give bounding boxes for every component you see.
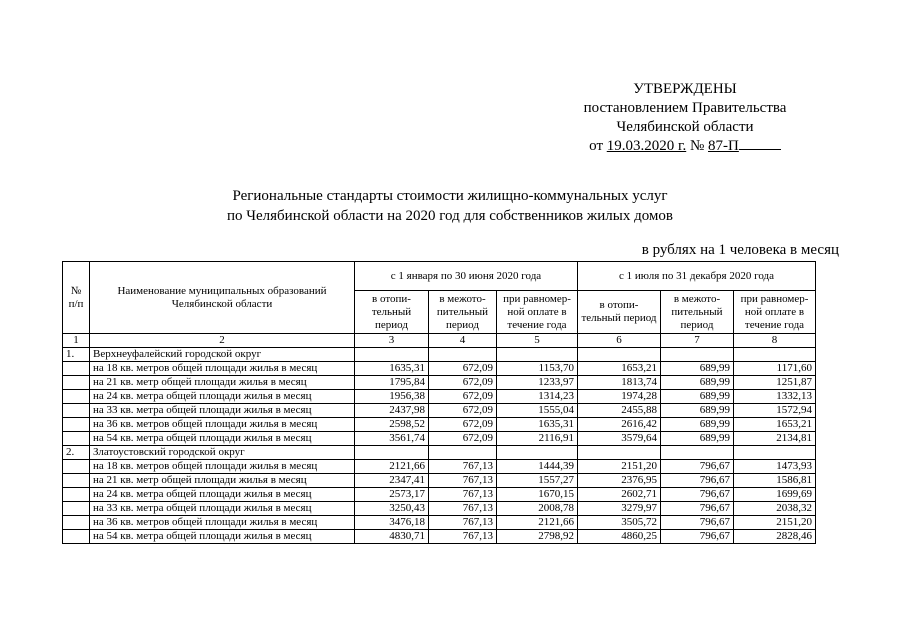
value-cell: 767,13 <box>429 460 497 474</box>
value-cell: 1314,23 <box>497 390 578 404</box>
empty-cell <box>661 446 734 460</box>
empty-cell <box>734 446 816 460</box>
header-sub-6: при равномер-ной оплате в течение года <box>734 291 816 334</box>
empty-cell <box>63 488 90 502</box>
empty-cell <box>497 446 578 460</box>
value-cell: 2437,98 <box>355 404 429 418</box>
empty-cell <box>578 446 661 460</box>
value-cell: 796,67 <box>661 502 734 516</box>
document-title <box>170 186 730 226</box>
table-row <box>63 474 816 488</box>
value-cell: 1974,28 <box>578 390 661 404</box>
column-index: 3 <box>355 334 429 348</box>
table-row <box>63 488 816 502</box>
value-cell: 689,99 <box>661 404 734 418</box>
table-row <box>63 390 816 404</box>
row-name: на 36 кв. метров общей площади жилья в месяц <box>90 418 355 432</box>
header-sub-4: в отопи-тельный период <box>578 291 661 334</box>
table-row <box>63 362 816 376</box>
approval-authority: Челябинской области <box>616 119 754 135</box>
standards-table <box>62 261 816 544</box>
row-name: на 21 кв. метр общей площади жилья в месяц <box>90 474 355 488</box>
value-cell: 2116,91 <box>497 432 578 446</box>
value-cell: 672,09 <box>429 404 497 418</box>
value-cell: 2038,32 <box>734 502 816 516</box>
header-sub-2: в межото-пительный период <box>429 291 497 334</box>
value-cell: 2151,20 <box>578 460 661 474</box>
value-cell: 689,99 <box>661 390 734 404</box>
empty-cell <box>63 404 90 418</box>
section-name: Верхнеуфалейский городской округ <box>90 348 355 362</box>
value-cell: 1444,39 <box>497 460 578 474</box>
value-cell: 689,99 <box>661 376 734 390</box>
value-cell: 1635,31 <box>497 418 578 432</box>
table-row <box>63 418 816 432</box>
value-cell: 3505,72 <box>578 516 661 530</box>
value-cell: 2602,71 <box>578 488 661 502</box>
approval-date: 19.03.2020 г. <box>606 138 687 154</box>
value-cell: 796,67 <box>661 516 734 530</box>
empty-cell <box>661 348 734 362</box>
header-sub-5: в межото-пительный период <box>661 291 734 334</box>
value-cell: 1956,38 <box>355 390 429 404</box>
value-cell: 1635,31 <box>355 362 429 376</box>
empty-cell <box>355 446 429 460</box>
value-cell: 1251,87 <box>734 376 816 390</box>
value-cell: 767,13 <box>429 488 497 502</box>
empty-cell <box>429 348 497 362</box>
row-name: на 24 кв. метра общей площади жилья в месяц <box>90 488 355 502</box>
empty-cell <box>63 460 90 474</box>
value-cell: 1653,21 <box>578 362 661 376</box>
table-row <box>63 404 816 418</box>
header-name: Наименование муниципальных образований Челябинской области <box>90 262 355 334</box>
table-row <box>63 460 816 474</box>
row-name: на 54 кв. метра общей площади жилья в месяц <box>90 432 355 446</box>
header-sub-3: при равномер-ной оплате в течение года <box>497 291 578 334</box>
row-name: на 54 кв. метра общей площади жилья в месяц <box>90 530 355 544</box>
value-cell: 2798,92 <box>497 530 578 544</box>
value-cell: 1555,04 <box>497 404 578 418</box>
empty-cell <box>578 348 661 362</box>
approval-decree: постановлением Правительства <box>583 100 787 116</box>
approval-number-underline <box>739 137 781 150</box>
value-cell: 2573,17 <box>355 488 429 502</box>
empty-cell <box>63 474 90 488</box>
value-cell: 1233,97 <box>497 376 578 390</box>
table-row <box>63 530 816 544</box>
value-cell: 4860,25 <box>578 530 661 544</box>
value-cell: 672,09 <box>429 432 497 446</box>
table-row <box>63 516 816 530</box>
value-cell: 1332,13 <box>734 390 816 404</box>
value-cell: 1699,69 <box>734 488 816 502</box>
value-cell: 767,13 <box>429 516 497 530</box>
units-note: в рублях на 1 человека в месяц <box>641 242 839 258</box>
value-cell: 3476,18 <box>355 516 429 530</box>
value-cell: 1670,15 <box>497 488 578 502</box>
header-num: № п/п <box>63 262 90 334</box>
value-cell: 796,67 <box>661 474 734 488</box>
empty-cell <box>63 516 90 530</box>
empty-cell <box>63 390 90 404</box>
column-index: 6 <box>578 334 661 348</box>
value-cell: 1795,84 <box>355 376 429 390</box>
document-title-line-2: по Челябинской области на 2020 год для собственников жилых домов <box>226 208 673 224</box>
column-index: 2 <box>90 334 355 348</box>
value-cell: 1653,21 <box>734 418 816 432</box>
section-name: Златоустовский городской округ <box>90 446 355 460</box>
column-index: 8 <box>734 334 816 348</box>
empty-cell <box>63 418 90 432</box>
value-cell: 689,99 <box>661 362 734 376</box>
value-cell: 672,09 <box>429 390 497 404</box>
value-cell: 767,13 <box>429 530 497 544</box>
value-cell: 1813,74 <box>578 376 661 390</box>
section-number: 1. <box>63 348 90 362</box>
empty-cell <box>355 348 429 362</box>
value-cell: 689,99 <box>661 418 734 432</box>
value-cell: 672,09 <box>429 376 497 390</box>
empty-cell <box>429 446 497 460</box>
row-name: на 18 кв. метров общей площади жилья в месяц <box>90 362 355 376</box>
value-cell: 1171,60 <box>734 362 816 376</box>
section-row <box>63 446 816 460</box>
value-cell: 2616,42 <box>578 418 661 432</box>
approval-number: 87-П <box>708 138 739 154</box>
value-cell: 672,09 <box>429 418 497 432</box>
value-cell: 1557,27 <box>497 474 578 488</box>
empty-cell <box>63 432 90 446</box>
row-name: на 21 кв. метр общей площади жилья в месяц <box>90 376 355 390</box>
table-row <box>63 502 816 516</box>
value-cell: 2598,52 <box>355 418 429 432</box>
row-name: на 33 кв. метра общей площади жилья в месяц <box>90 404 355 418</box>
approval-stamp <box>560 80 810 156</box>
header-period-2: с 1 июля по 31 декабря 2020 года <box>578 262 816 291</box>
empty-cell <box>497 348 578 362</box>
document-title-line-1: Региональные стандарты стоимости жилищно-коммунальных услуг <box>232 188 668 204</box>
value-cell: 2008,78 <box>497 502 578 516</box>
approval-number-prefix: № <box>686 138 709 154</box>
row-name: на 24 кв. метра общей площади жилья в месяц <box>90 390 355 404</box>
approval-date-line <box>560 137 810 156</box>
header-period-1: с 1 января по 30 июня 2020 года <box>355 262 578 291</box>
value-cell: 1153,70 <box>497 362 578 376</box>
value-cell: 796,67 <box>661 460 734 474</box>
value-cell: 672,09 <box>429 362 497 376</box>
column-index: 1 <box>63 334 90 348</box>
value-cell: 3561,74 <box>355 432 429 446</box>
value-cell: 1473,93 <box>734 460 816 474</box>
empty-cell <box>63 502 90 516</box>
value-cell: 2828,46 <box>734 530 816 544</box>
value-cell: 2134,81 <box>734 432 816 446</box>
column-index: 7 <box>661 334 734 348</box>
header-sub-1: в отопи-тельный период <box>355 291 429 334</box>
value-cell: 767,13 <box>429 502 497 516</box>
value-cell: 2151,20 <box>734 516 816 530</box>
column-index: 4 <box>429 334 497 348</box>
row-name: на 36 кв. метров общей площади жилья в месяц <box>90 516 355 530</box>
value-cell: 689,99 <box>661 432 734 446</box>
column-index: 5 <box>497 334 578 348</box>
value-cell: 796,67 <box>661 488 734 502</box>
value-cell: 2376,95 <box>578 474 661 488</box>
table-row <box>63 432 816 446</box>
value-cell: 3579,64 <box>578 432 661 446</box>
empty-cell <box>63 530 90 544</box>
table-row <box>63 376 816 390</box>
empty-cell <box>63 376 90 390</box>
approval-heading: УТВЕРЖДЕНЫ <box>633 81 737 97</box>
value-cell: 2455,88 <box>578 404 661 418</box>
value-cell: 2121,66 <box>497 516 578 530</box>
value-cell: 796,67 <box>661 530 734 544</box>
row-name: на 33 кв. метра общей площади жилья в месяц <box>90 502 355 516</box>
value-cell: 767,13 <box>429 474 497 488</box>
value-cell: 1586,81 <box>734 474 816 488</box>
value-cell: 3279,97 <box>578 502 661 516</box>
row-name: на 18 кв. метров общей площади жилья в месяц <box>90 460 355 474</box>
value-cell: 3250,43 <box>355 502 429 516</box>
empty-cell <box>63 362 90 376</box>
value-cell: 1572,94 <box>734 404 816 418</box>
value-cell: 2121,66 <box>355 460 429 474</box>
column-index-row <box>63 334 816 348</box>
empty-cell <box>734 348 816 362</box>
section-row <box>63 348 816 362</box>
value-cell: 4830,71 <box>355 530 429 544</box>
approval-date-prefix: от <box>589 138 607 154</box>
value-cell: 2347,41 <box>355 474 429 488</box>
section-number: 2. <box>63 446 90 460</box>
